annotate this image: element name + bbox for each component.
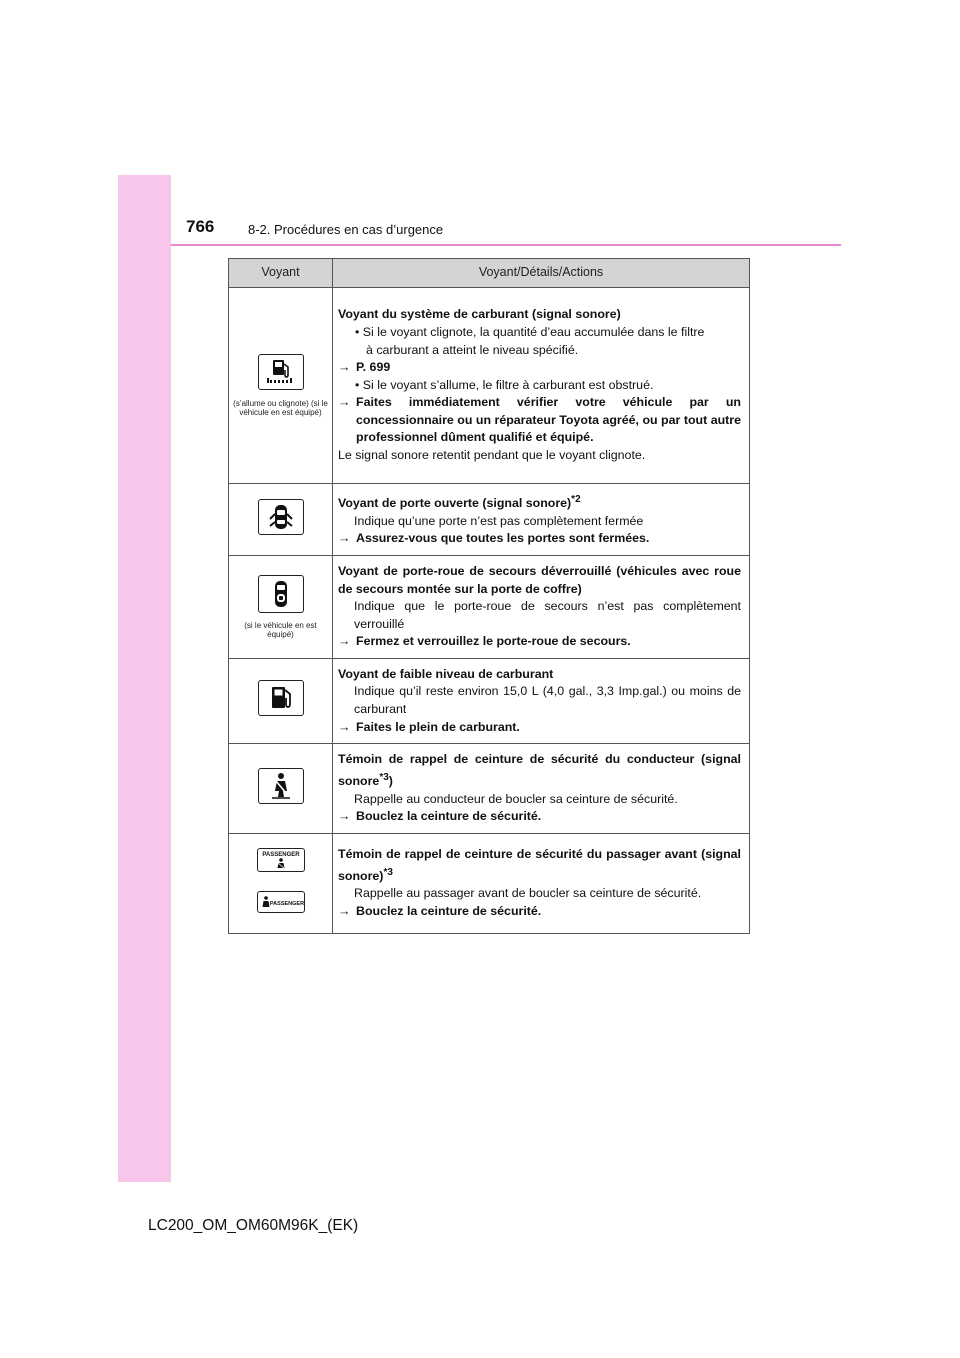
indicator-cell [229,484,333,556]
driver-seatbelt-icon [258,768,304,804]
arrow-icon: → [338,531,351,546]
indicator-title: Voyant de porte-roue de secours déverrouillé (véhicules avec roue de secours montée sur la porte de coffre) [338,563,741,596]
section-side-tab [118,175,171,1182]
passenger-seatbelt-small-icon [257,891,305,913]
indicator-note: (s’allume ou clignote) (si le véhicule en est équipé) [233,398,328,417]
indicator-cell [229,658,333,743]
fuel-filter-water-icon [258,354,304,390]
indicator-description: Indique que le porte-roue de secours n’est pas complètement verrouillé [354,599,741,631]
action-label: Faites le plein de carburant. [356,719,520,734]
indicator-description: Indique qu’il reste environ 15,0 L (4,0 gal., 3,3 Imp.gal.) ou moins de carburant [354,684,741,717]
table-row [229,288,750,484]
indicator-title: Témoin de rappel de ceinture de sécurité du passager avant (signal sonore)$^{*3}$ [338,847,741,883]
svg-text:PASSENGER: PASSENGER [269,901,304,908]
bullet-item: • Si le voyant s’allume, le filtre à carburant est obstrué. [355,377,654,392]
action-text [338,633,741,651]
spare-tire-carrier-icon [258,575,304,613]
details-cell [333,288,750,484]
details-cell [333,658,750,743]
table-row [229,484,750,556]
action-label: Assurez-vous que toutes les portes sont fermées. [356,531,650,546]
action-label: Bouclez la ceinture de sécurité. [356,809,542,824]
arrow-icon: → [338,360,351,375]
details-cell [333,833,750,933]
action-text [338,903,741,921]
header-divider [171,244,841,246]
indicator-cell [229,555,333,658]
table-row [229,555,750,658]
low-fuel-icon [258,680,304,716]
details-cell [333,555,750,658]
table-row [229,658,750,743]
action-reference [338,359,741,377]
indicator-note-text: Le signal sonore retentit pendant que le voyant clignote. [338,448,646,463]
column-header-indicator: Voyant [229,259,333,288]
indicator-title: Témoin de rappel de ceinture de sécurité du conducteur (signal sonore$^{*3}$) [338,752,741,788]
action-label: Faites immédiatement vérifier votre véhicule par un concessionnaire ou un réparateur Toyota agréé, ou par tout autre professionnel dûment qualifié et équipé. [356,395,741,445]
indicator-title: Voyant de porte ouverte (signal sonore)$^{*2}$ [338,494,581,511]
arrow-icon: → [338,395,351,410]
action-text [338,394,741,447]
action-text [338,808,741,826]
details-cell [333,484,750,556]
indicator-description: Rappelle au passager avant de boucler sa ceinture de sécurité. [354,886,702,901]
indicator-cell [229,744,333,834]
section-title: 8-2. Procédures en cas d’urgence [248,222,444,237]
door-open-icon [258,499,304,535]
table-row [229,744,750,834]
page-number: 766 [186,217,215,236]
bullet-item-continued: à carburant a atteint le niveau spécifié. [366,342,579,357]
column-header-details: Voyant/Détails/Actions [333,259,750,288]
arrow-icon: → [338,903,351,918]
indicator-description: Rappelle au conducteur de boucler sa ceinture de sécurité. [354,791,678,806]
indicator-cell [229,288,333,484]
page-reference: P. 699 [356,360,391,375]
action-text [338,719,741,737]
arrow-icon: → [338,634,351,649]
indicator-cell [229,833,333,933]
action-label: Bouclez la ceinture de sécurité. [356,903,542,918]
indicator-title: Voyant de faible niveau de carburant [338,666,554,681]
passenger-seatbelt-icon [257,848,305,872]
details-cell [333,744,750,834]
indicator-description: Indique qu’une porte n’est pas complètement fermée [354,513,644,528]
action-label: Fermez et verrouillez le porte-roue de secours. [356,634,631,649]
table-header-row [229,259,750,288]
arrow-icon: → [338,719,351,734]
indicator-title: Voyant du système de carburant (signal sonore) [338,307,621,322]
action-text [338,530,741,548]
warning-lights-table [228,258,750,934]
document-code: LC200_OM_OM60M96K_(EK) [148,1217,359,1234]
arrow-icon: → [338,809,351,824]
svg-text:PASSENGER: PASSENGER [261,851,300,858]
table-row [229,833,750,933]
indicator-note: (si le véhicule en est équipé) [244,621,317,640]
bullet-item: • Si le voyant clignote, la quantité d’eau accumulée dans le filtre [355,324,705,339]
